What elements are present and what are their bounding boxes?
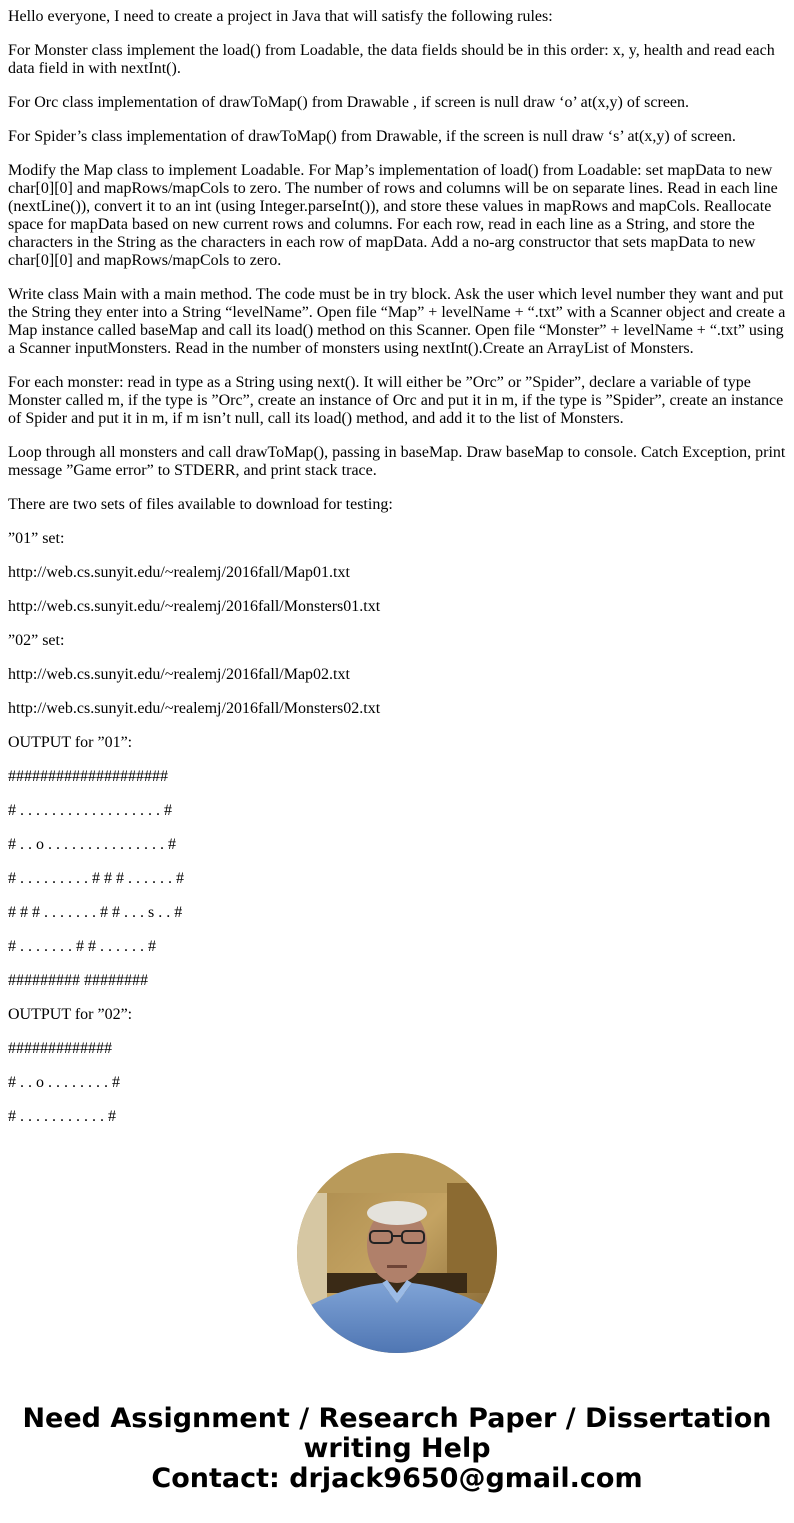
output-02-line-1: ############# bbox=[8, 1040, 112, 1057]
cta-line-1: Need Assignment / Research Paper / Dissertation bbox=[22, 1403, 772, 1434]
set-02-label: ”02” set: bbox=[8, 632, 65, 649]
output-01-label: OUTPUT for ”01”: bbox=[8, 734, 133, 751]
paragraph-main-rule: Write class Main with a main method. The code must be in try block. Ask the user which level number they want and put the String they enter into a String “levelName”. Open file “Map” + levelName + “.txt” with a Scanner object and create a Map instance called baseMap and call its load() method on this Scanner. Open file “Monster” + levelName + “.txt” using a Scanner inputMonsters. Read in the number of monsters using nextInt().Create an ArrayList of Monsters. bbox=[8, 286, 786, 357]
output-01-line-2: # . . . . . . . . . . . . . . . . . . # bbox=[8, 802, 172, 819]
link-monsters01: http://web.cs.sunyit.edu/~realemj/2016fall/Monsters01.txt bbox=[8, 598, 381, 615]
link-map01: http://web.cs.sunyit.edu/~realemj/2016fall/Map01.txt bbox=[8, 564, 350, 581]
paragraph-each-monster-rule: For each monster: read in type as a String using next(). It will either be ”Orc” or ”Spider”, declare a variable of type Monster called m, if the type is ”Orc”, create an instance of Orc and put it in m, if the type is ”Spider”, create an instance of Spider and put it in m, if m isn’t null, call its load() method, and add it to the list of Monsters. bbox=[8, 374, 784, 427]
paragraph-map-rule: Modify the Map class to implement Loadable. For Map’s implementation of load() from Loadable: set mapData to new char[0][0] and mapRows/mapCols to zero. The number of rows and columns will be on separate lines. Read in each line (nextLine()), convert it to an int (using Integer.parseInt()), and store these values in mapRows and mapCols. Reallocate space for mapData based on new current rows and columns. For each row, read in each line as a String, and store the characters in the String as the characters in each row of mapData. Add a no-arg constructor that sets mapData to new char[0][0] and mapRows/mapCols to zero. bbox=[8, 162, 778, 269]
avatar-portrait-icon bbox=[297, 1153, 497, 1353]
link-monsters02: http://web.cs.sunyit.edu/~realemj/2016fall/Monsters02.txt bbox=[8, 700, 381, 717]
avatar bbox=[297, 1153, 497, 1353]
paragraph-loop-rule: Loop through all monsters and call drawToMap(), passing in baseMap. Draw baseMap to console. Catch Exception, print message ”Game error” to STDERR, and print stack trace. bbox=[8, 444, 786, 479]
link-map02: http://web.cs.sunyit.edu/~realemj/2016fall/Map02.txt bbox=[8, 666, 350, 683]
paragraph-monster-rule: For Monster class implement the load() from Loadable, the data fields should be in this order: x, y, health and read each data field in with nextInt(). bbox=[8, 42, 775, 77]
output-01-line-4: # . . . . . . . . . # # # . . . . . . # bbox=[8, 870, 184, 887]
cta-line-3: Contact: drjack9650@gmail.com bbox=[151, 1463, 643, 1494]
output-02-line-2: # . . o . . . . . . . . # bbox=[8, 1074, 120, 1091]
output-01-line-5: # # # . . . . . . . # # . . . s . . # bbox=[8, 904, 183, 921]
paragraph-spider-rule: For Spider’s class implementation of drawToMap() from Drawable, if the screen is null draw ‘s’ at(x,y) of screen. bbox=[8, 128, 736, 145]
output-02-label: OUTPUT for ”02”: bbox=[8, 1006, 133, 1023]
paragraph-intro: Hello everyone, I need to create a project in Java that will satisfy the following rules: bbox=[8, 8, 553, 25]
cta-line-2: writing Help bbox=[303, 1433, 491, 1464]
paragraph-files-intro: There are two sets of files available to download for testing: bbox=[8, 496, 393, 513]
output-01-line-1: #################### bbox=[8, 768, 168, 785]
output-02-line-3: # . . . . . . . . . . . # bbox=[8, 1108, 116, 1125]
output-01-line-3: # . . o . . . . . . . . . . . . . . . # bbox=[8, 836, 176, 853]
paragraph-orc-rule: For Orc class implementation of drawToMap() from Drawable , if screen is null draw ‘o’ at(x,y) of screen. bbox=[8, 94, 690, 111]
output-01-line-7: ######### ######## bbox=[8, 972, 148, 989]
contact-banner bbox=[0, 1404, 794, 1494]
set-01-label: ”01” set: bbox=[8, 530, 65, 547]
output-01-line-6: # . . . . . . . # # . . . . . . # bbox=[8, 938, 156, 955]
